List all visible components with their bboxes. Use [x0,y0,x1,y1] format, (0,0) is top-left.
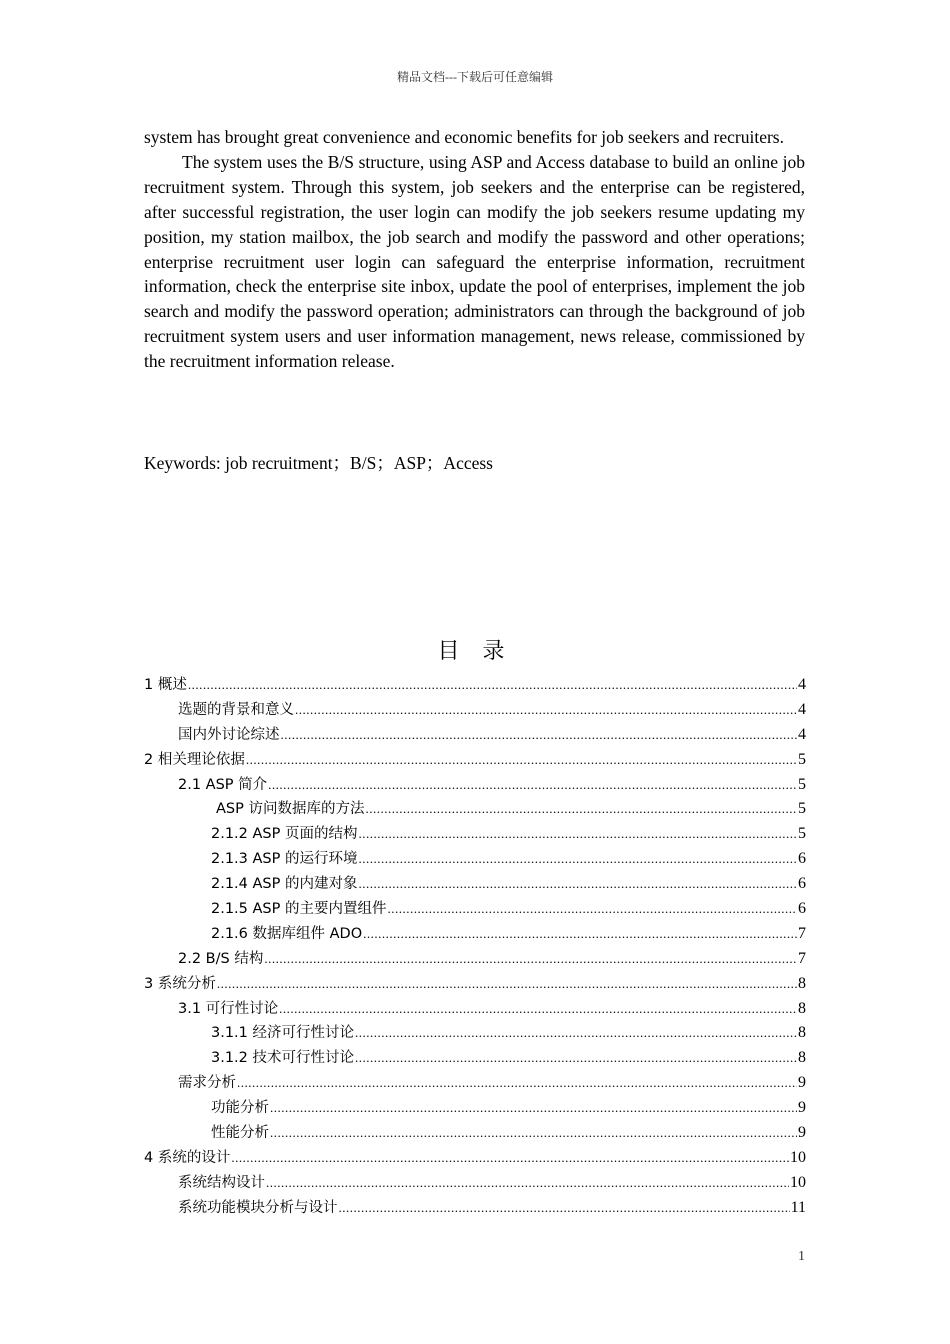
toc-entry-page: 5 [798,775,806,793]
toc-entry-label: 4 系统的设计 [144,1149,231,1166]
toc-entry-page: 8 [798,1049,806,1067]
toc-entry[interactable] [144,1121,806,1146]
page-number: 1 [798,1249,805,1264]
toc-entry[interactable] [144,1096,806,1121]
toc-entry[interactable] [144,1046,806,1071]
toc-leader-dots [266,1175,789,1191]
toc-entry-page: 5 [798,800,806,818]
toc-leader-dots [268,777,797,793]
toc-entry[interactable] [144,997,806,1022]
toc-entry[interactable] [144,947,806,972]
toc-entry-label: 2 相关理论依据 [144,751,245,768]
toc-entry-label: 国内外讨论综述 [178,726,280,743]
toc-entry-page: 7 [798,924,806,942]
toc-leader-dots [279,1001,797,1017]
toc-entry-page: 6 [798,900,806,918]
toc-entry[interactable] [144,872,806,897]
toc-entry-label: 2.1.4 ASP 的内建对象 [211,876,358,893]
toc-title: 目 录 [437,639,513,664]
toc-entry-label: 选题的背景和意义 [178,701,294,718]
toc-entry[interactable] [144,847,806,872]
toc-leader-dots [339,1200,790,1216]
toc-leader-dots [358,876,797,892]
toc-entry-page: 9 [798,1124,806,1142]
toc-entry-label: 需求分析 [178,1075,236,1092]
toc-entry[interactable] [144,673,806,698]
toc-entry[interactable] [144,748,806,773]
toc-leader-dots [281,727,798,743]
toc-entry[interactable] [144,698,806,723]
toc-entry-page: 4 [798,676,806,693]
toc-entry-page: 9 [798,1074,806,1092]
toc-entry-page: 4 [798,725,806,743]
toc-entry-page: 8 [798,1024,806,1042]
toc-entry-page: 6 [798,875,806,893]
abstract-body [144,125,805,374]
toc-leader-dots [188,677,797,693]
toc-leader-dots [358,851,797,867]
toc-entry-page: 5 [798,825,806,843]
toc-entry-label: 3.1.2 技术可行性讨论 [211,1050,355,1067]
toc-entry-page: 6 [798,850,806,868]
toc-entry-label: 3.1 可行性讨论 [178,1000,279,1017]
toc-leader-dots [217,976,797,992]
toc-entry[interactable] [144,972,806,997]
table-of-contents [144,673,806,1221]
toc-entry-page: 8 [798,974,806,992]
toc-leader-dots [355,1025,797,1041]
toc-leader-dots [264,951,797,967]
toc-entry-label: 3.1.1 经济可行性讨论 [211,1025,355,1042]
toc-entry-label: 2.1.6 数据库组件 ADO [211,925,363,942]
toc-leader-dots [237,1075,797,1091]
toc-entry-label: 系统功能模块分析与设计 [178,1199,338,1216]
toc-entry[interactable] [144,1146,806,1171]
toc-entry-label: 2.1.3 ASP 的运行环境 [211,851,358,868]
abstract-paragraph: system has brought great convenience and economic benefits for job seekers and recruiters. [144,127,784,147]
toc-leader-dots [246,752,797,768]
toc-entry[interactable] [144,797,806,822]
toc-entry-label: 2.1 ASP 简介 [178,776,268,793]
toc-entry-page: 7 [798,949,806,967]
toc-entry-label: 1 概述 [144,677,187,693]
toc-leader-dots [365,801,797,817]
toc-leader-dots [363,926,797,942]
toc-entry-page: 4 [798,700,806,718]
toc-entry[interactable] [144,922,806,947]
toc-entry[interactable] [144,822,806,847]
toc-leader-dots [355,1050,797,1066]
toc-entry[interactable] [144,1021,806,1046]
toc-entry[interactable] [144,1171,806,1196]
toc-entry-label: 3 系统分析 [144,975,216,992]
toc-entry[interactable] [144,723,806,748]
toc-entry[interactable] [144,773,806,798]
toc-leader-dots [270,1125,797,1141]
toc-entry[interactable] [144,897,806,922]
toc-leader-dots [270,1100,797,1116]
toc-entry-label: 性能分析 [211,1125,269,1142]
toc-leader-dots [231,1150,789,1166]
toc-leader-dots [358,826,797,842]
toc-entry-label: ASP 访问数据库的方法 [216,801,365,818]
toc-leader-dots [295,702,797,718]
toc-leader-dots [387,901,797,917]
toc-entry-page: 9 [798,1099,806,1117]
keywords-line: Keywords: job recruitment；B/S；ASP；Access [144,453,493,473]
toc-entry-label: 2.1.5 ASP 的主要内置组件 [211,901,387,918]
toc-entry[interactable] [144,1196,806,1221]
page-header: 精品文档---下载后可任意编辑 [397,70,553,84]
toc-entry-page: 10 [790,1148,806,1166]
abstract-paragraph: The system uses the B/S structure, using ASP and Access database to build an online job recruitment system. Through this system, job seekers and the enterprise can be registered, after successful registration, the user login can modify the job seekers resume updating my position, my station mailbox, the job search and modify the password and other operations; enterprise recruitment user login can safeguard the enterprise information, recruitment information, check the enterprise site inbox, update the pool of enterprises, implement the job search and modify the password operation; administrators can through the background of job recruitment system users and user information management, news release, commissioned by the recruitment information release. [144,151,805,372]
toc-entry-label: 功能分析 [211,1100,269,1117]
toc-entry-page: 11 [790,1198,806,1216]
toc-entry[interactable] [144,1071,806,1096]
toc-entry-page: 10 [790,1173,806,1191]
toc-entry-label: 2.1.2 ASP 页面的结构 [211,826,358,843]
toc-entry-page: 5 [798,750,806,768]
toc-entry-page: 8 [798,999,806,1017]
toc-entry-label: 系统结构设计 [178,1174,265,1191]
toc-entry-label: 2.2 B/S 结构 [178,950,264,967]
